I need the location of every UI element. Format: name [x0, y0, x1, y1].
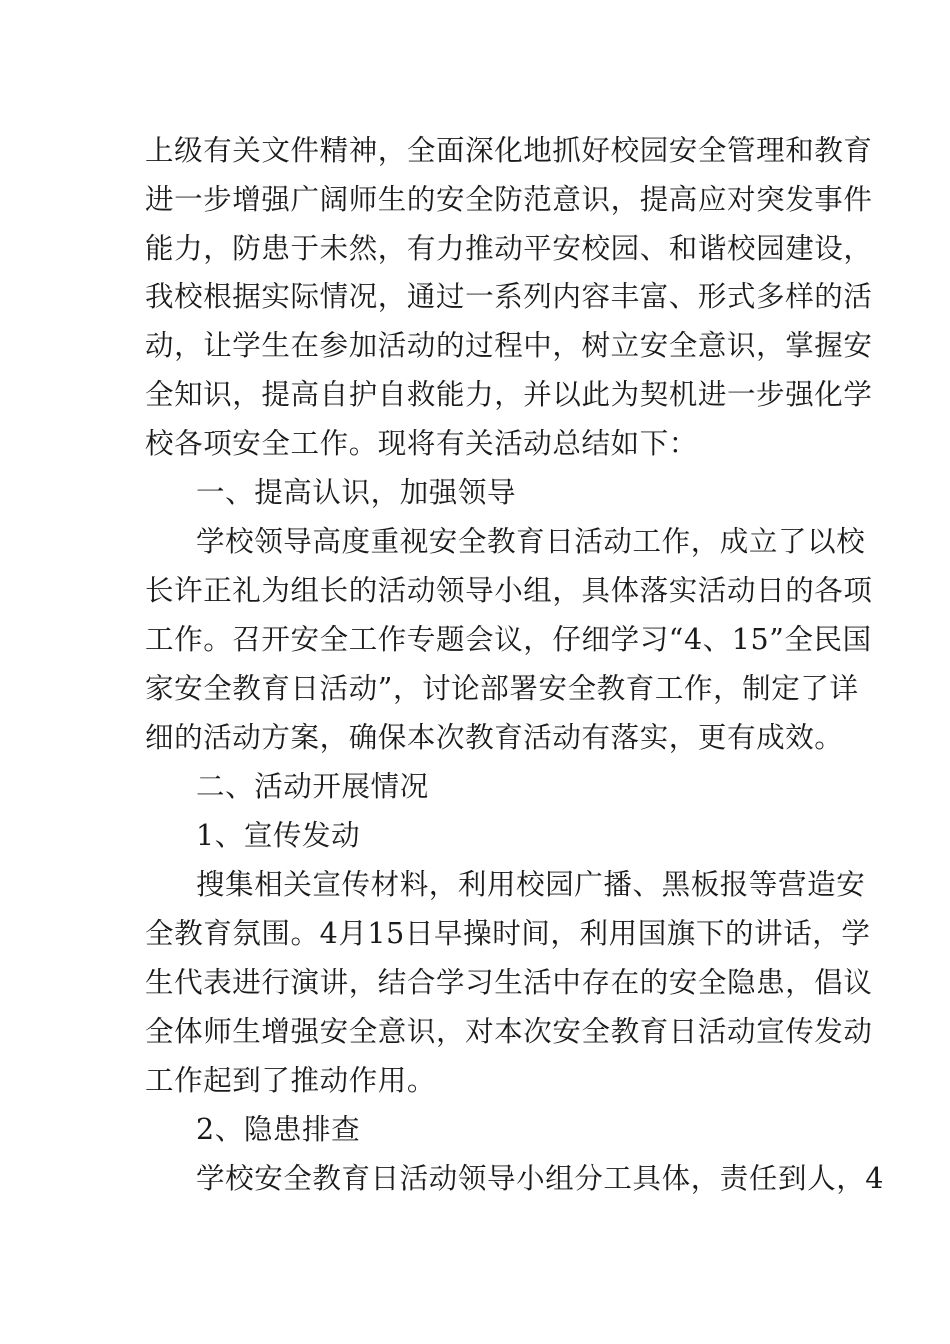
paragraph-line: 上级有关文件精神，全面深化地抓好校园安全管理和教育 — [145, 134, 873, 167]
subsection-heading: 1、宣传发动 — [196, 819, 361, 852]
paragraph-line: 家安全教育日活动”，讨论部署安全教育工作，制定了详 — [145, 672, 859, 705]
paragraph-line: 长许正礼为组长的活动领导小组，具体落实活动日的各项 — [145, 574, 873, 607]
paragraph-line: 工作。召开安全工作专题会议，仔细学习“4、15”全民国 — [145, 623, 872, 656]
section-heading: 二、活动开展情况 — [196, 770, 429, 803]
paragraph-line: 全体师生增强安全意识，对本次安全教育日活动宣传发动 — [145, 1015, 873, 1048]
paragraph-line: 细的活动方案，确保本次教育活动有落实，更有成效。 — [145, 721, 844, 754]
paragraph-line: 动，让学生在参加活动的过程中，树立安全意识，掌握安 — [145, 329, 873, 362]
subsection-heading: 2、隐患排查 — [196, 1113, 361, 1146]
paragraph-line: 我校根据实际情况，通过一系列内容丰富、形式多样的活 — [145, 280, 873, 313]
paragraph-line: 学校安全教育日活动领导小组分工具体，责任到人，4 — [196, 1162, 885, 1195]
paragraph-line: 全知识，提高自护自救能力，并以此为契机进一步强化学 — [145, 378, 873, 411]
paragraph-line: 能力，防患于未然，有力推动平安校园、和谐校园建设， — [145, 232, 873, 265]
section-heading: 一、提高认识，加强领导 — [196, 476, 517, 509]
paragraph-line: 全教育氛围。4月15日早操时间，利用国旗下的讲话，学 — [145, 917, 871, 950]
paragraph-line: 生代表进行演讲，结合学习生活中存在的安全隐患，倡议 — [145, 966, 873, 999]
paragraph-line: 学校领导高度重视安全教育日活动工作，成立了以校 — [196, 525, 866, 558]
paragraph-line: 进一步增强广阔师生的安全防范意识，提高应对突发事件 — [145, 183, 873, 216]
paragraph-line: 工作起到了推动作用。 — [145, 1064, 437, 1097]
paragraph-line: 校各项安全工作。现将有关活动总结如下： — [145, 427, 698, 460]
paragraph-line: 搜集相关宣传材料，利用校园广播、黑板报等营造安 — [196, 868, 866, 901]
